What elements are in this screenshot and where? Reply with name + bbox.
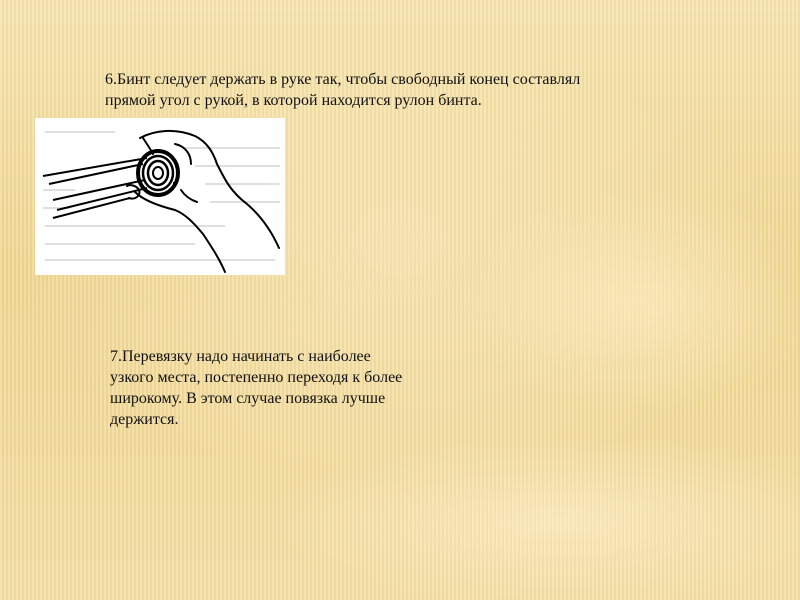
- hand-holding-bandage-illustration: [35, 118, 285, 275]
- paragraph-line: 7.Перевязку надо начинать с наиболее: [110, 348, 371, 365]
- paragraph-line: 6.Бинт следует держать в руке так, чтобы свободный конец составлял: [105, 71, 581, 88]
- paragraph-line: широкому. В этом случае повязка лучше: [110, 390, 386, 407]
- paragraph-line: прямой угол с рукой, в которой находится рулон бинта.: [105, 92, 482, 109]
- paragraph-line: держится.: [110, 411, 179, 428]
- paragraph-item-6: [105, 69, 725, 111]
- paragraph-item-7: [110, 346, 490, 430]
- paragraph-line: узкого места, постепенно переходя к более: [110, 369, 403, 386]
